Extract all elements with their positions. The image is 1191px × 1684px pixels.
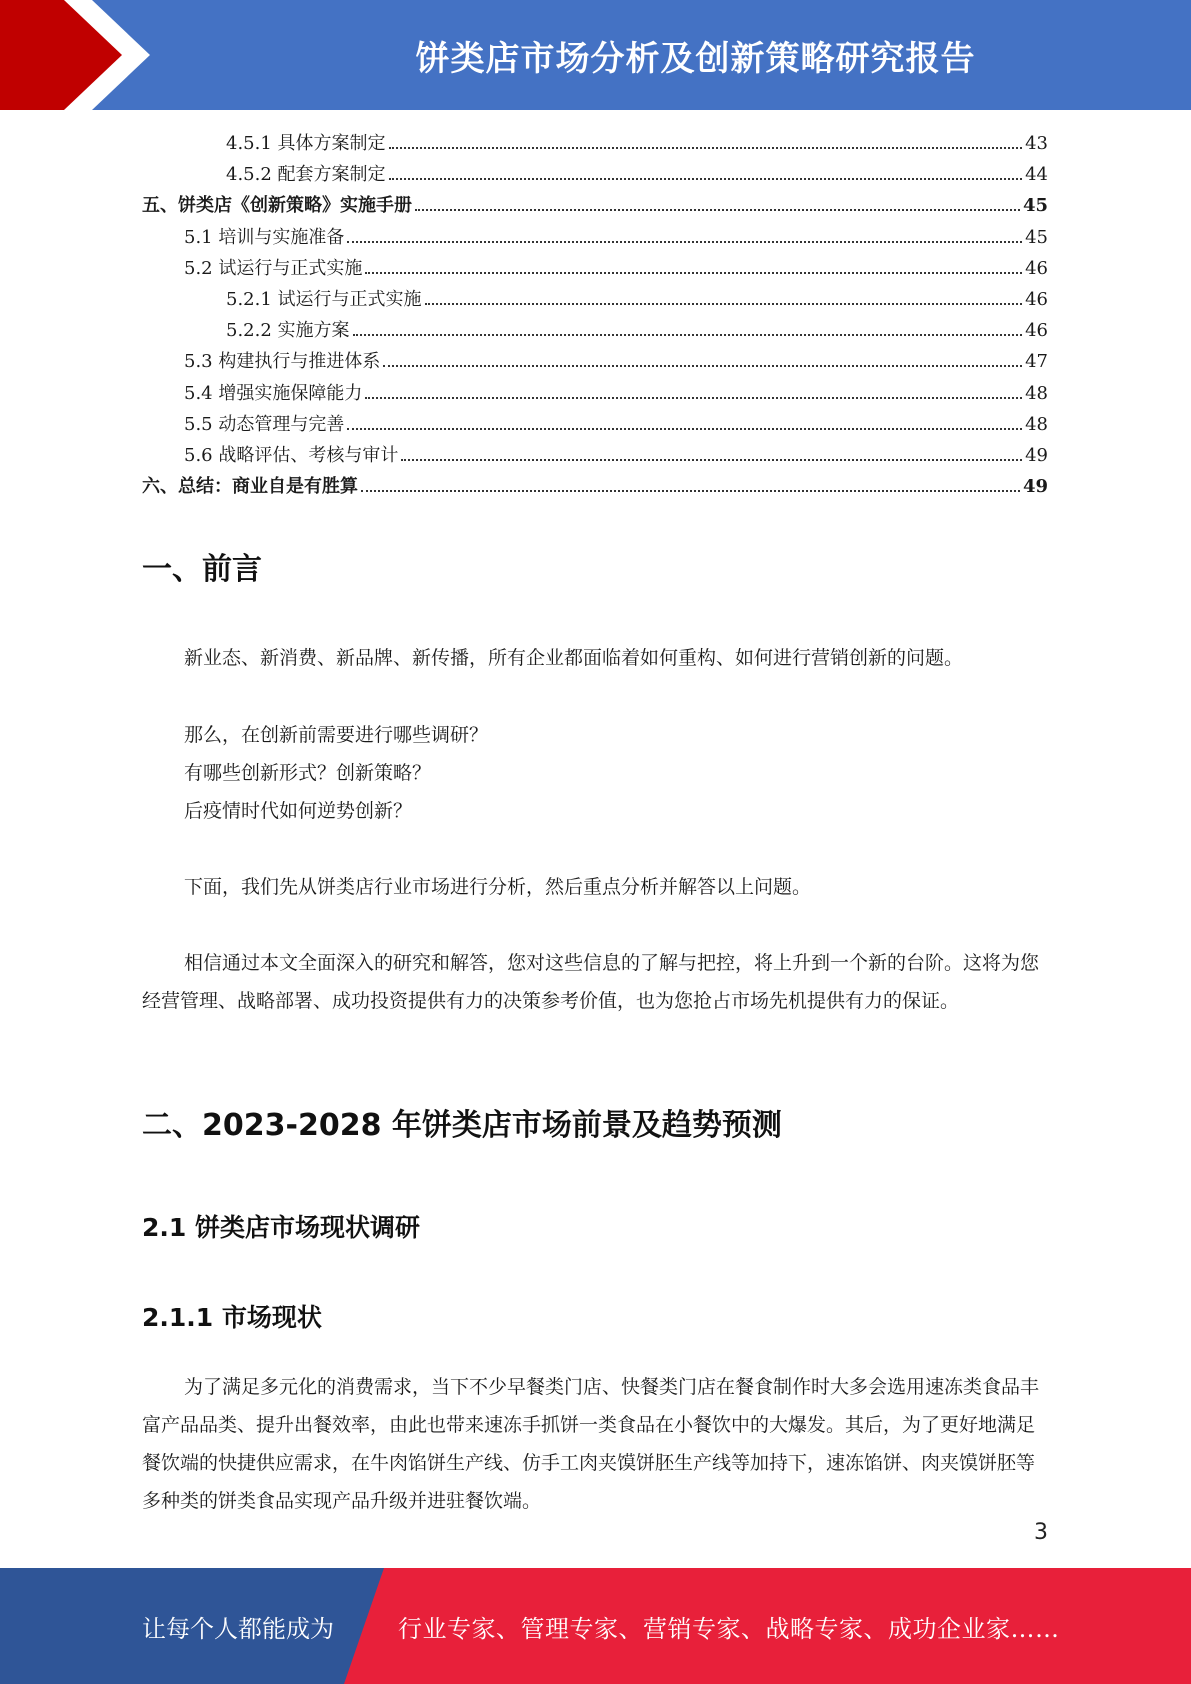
toc-dot-leader (389, 178, 1023, 180)
table-of-contents (142, 128, 1048, 502)
forecast-heading: 二、2023-2028 年饼类店市场前景及趋势预测 (142, 1108, 782, 1143)
toc-dot-leader (365, 397, 1022, 399)
toc-dot-leader (415, 209, 1020, 211)
footer-slogan-right: 行业专家、管理专家、营销专家、战略专家、成功企业家…… (398, 1614, 1060, 1643)
preface-paragraph-3: 相信通过本文全面深入的研究和解答，您对这些信息的了解与把控，将上升到一个新的台阶。这将为您经营管理、战略部署、成功投资提供有力的决策参考价值，也为您抢占市场先机提供有力的保证。 (142, 952, 1040, 1012)
toc-entry[interactable] (142, 440, 1048, 471)
toc-entry-page: 47 (1025, 351, 1048, 373)
toc-entry-page: 46 (1025, 288, 1048, 310)
toc-entry[interactable] (142, 222, 1048, 253)
toc-entry[interactable] (142, 346, 1048, 377)
toc-dot-leader (361, 490, 1020, 492)
toc-entry-label: 5.2.1 试运行与正式实施 (226, 288, 422, 310)
toc-entry[interactable] (142, 378, 1048, 409)
toc-entry-label: 六、总结：商业自是有胜算 (142, 476, 358, 498)
toc-entry-label: 五、饼类店《创新策略》实施手册 (142, 195, 412, 217)
toc-entry[interactable] (142, 253, 1048, 284)
survey-heading: 2.1 饼类店市场现状调研 (142, 1213, 420, 1242)
toc-entry-label: 4.5.2 配套方案制定 (226, 164, 386, 186)
toc-dot-leader (401, 459, 1022, 461)
toc-dot-leader (425, 303, 1023, 305)
toc-entry-page: 46 (1025, 257, 1048, 279)
footer-banner (0, 1568, 1191, 1684)
toc-entry-label: 5.4 增强实施保障能力 (184, 382, 363, 404)
toc-entry-page: 46 (1025, 320, 1048, 342)
toc-entry[interactable] (142, 284, 1048, 315)
toc-entry-page: 48 (1025, 413, 1048, 435)
toc-entry[interactable] (142, 128, 1048, 159)
header-arrow-decoration (0, 0, 200, 110)
preface-heading: 一、前言 (142, 552, 262, 587)
market-status-heading: 2.1.1 市场现状 (142, 1303, 322, 1332)
market-status-paragraph: 为了满足多元化的消费需求，当下不少早餐类门店、快餐类门店在餐食制作时大多会选用速冻类食品丰富产品品类、提升出餐效率，由此也带来速冻手抓饼一类食品在小餐饮中的大爆发。其后，为了更好地满足餐饮端的快捷供应需求，在牛肉馅饼生产线、仿手工肉夹馍饼胚生产线等加持下，速冻馅饼、肉夹馍饼胚等多种类的饼类食品实现产品升级并进驻餐饮端。 (142, 1376, 1040, 1512)
page-number: 3 (1034, 1520, 1048, 1545)
toc-entry-label: 4.5.1 具体方案制定 (226, 133, 386, 154)
toc-dot-leader (347, 241, 1022, 243)
toc-entry-page: 49 (1025, 444, 1048, 466)
toc-entry-label: 5.2 试运行与正式实施 (184, 257, 363, 279)
footer-slogan-left: 让每个人都能成为 (142, 1614, 334, 1643)
preface-paragraph-1: 新业态、新消费、新品牌、新传播，所有企业都面临着如何重构、如何进行营销创新的问题。 (184, 647, 964, 669)
toc-entry-page: 44 (1025, 164, 1048, 186)
preface-question-1: 那么，在创新前需要进行哪些调研？ (184, 724, 489, 746)
toc-entry-page: 45 (1022, 195, 1048, 217)
toc-entry[interactable] (142, 471, 1048, 502)
toc-entry-page: 48 (1025, 382, 1048, 404)
toc-dot-leader (353, 334, 1023, 336)
toc-entry[interactable] (142, 409, 1048, 440)
toc-entry-label: 5.2.2 实施方案 (226, 320, 350, 342)
toc-entry[interactable] (142, 315, 1048, 346)
header-banner (0, 0, 1191, 110)
toc-entry-page: 49 (1022, 476, 1048, 498)
preface-question-2: 有哪些创新形式？创新策略？ (184, 762, 432, 784)
toc-entry-label: 5.1 培训与实施准备 (184, 226, 345, 248)
toc-dot-leader (389, 147, 1023, 149)
toc-entry-label: 5.3 构建执行与推进体系 (184, 351, 381, 373)
toc-dot-leader (347, 428, 1022, 430)
toc-entry-page: 43 (1025, 133, 1048, 154)
toc-entry-label: 5.5 动态管理与完善 (184, 413, 345, 435)
toc-dot-leader (383, 365, 1022, 367)
toc-entry-label: 5.6 战略评估、考核与审计 (184, 444, 399, 466)
header-title: 饼类店市场分析及创新策略研究报告 (415, 38, 976, 79)
preface-paragraph-2: 下面，我们先从饼类店行业市场进行分析，然后重点分析并解答以上问题。 (184, 876, 812, 898)
toc-entry[interactable] (142, 190, 1048, 221)
preface-question-3: 后疫情时代如何逆势创新？ (184, 800, 413, 822)
toc-entry[interactable] (142, 159, 1048, 190)
toc-dot-leader (365, 272, 1022, 274)
toc-entry-page: 45 (1025, 226, 1048, 248)
